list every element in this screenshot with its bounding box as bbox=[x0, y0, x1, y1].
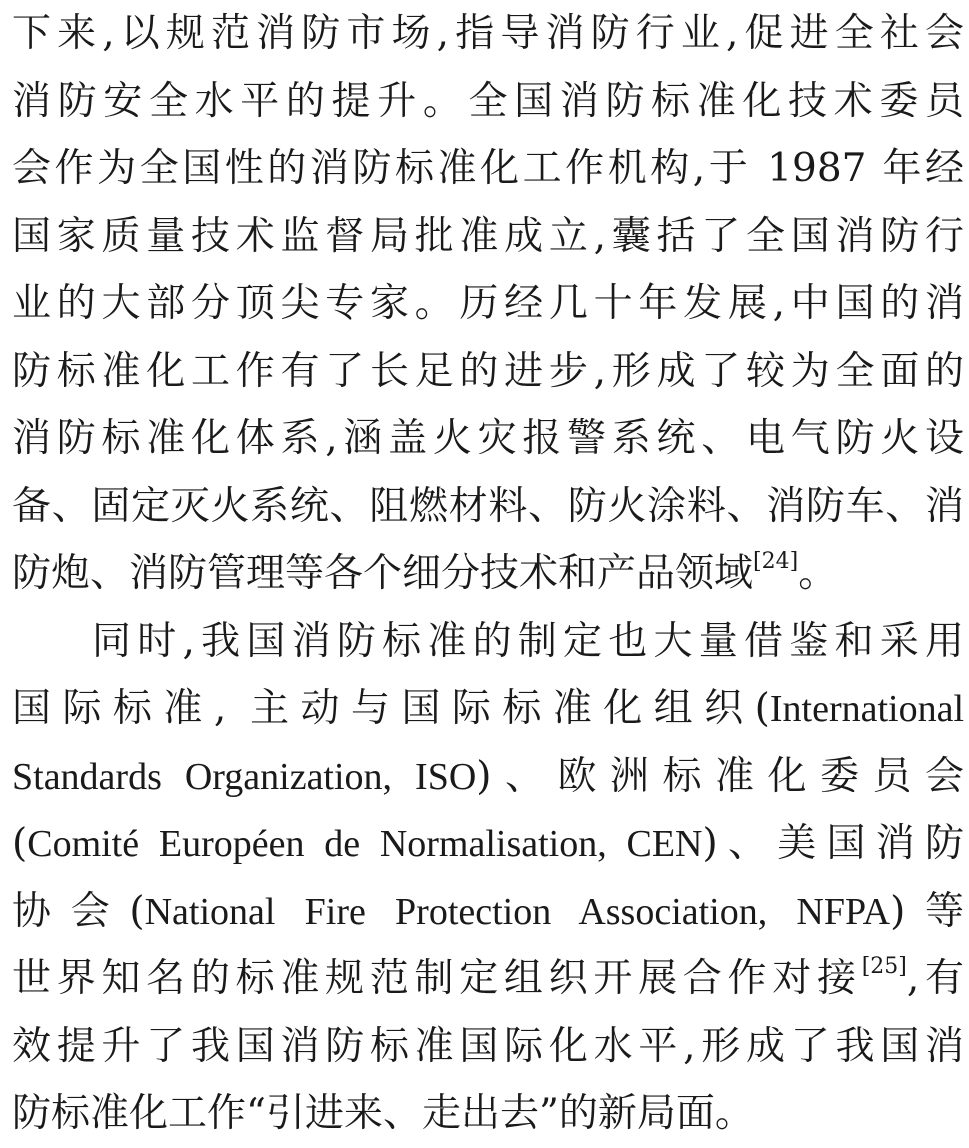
text-line bbox=[12, 675, 964, 743]
text-line: 消防标准化体系,涵盖火灾报警系统、电气防火设 bbox=[12, 416, 964, 461]
paragraph-1 bbox=[12, 0, 964, 608]
text-line bbox=[12, 945, 964, 1013]
text-line: 效提升了我国消防标准国际化水平,形成了我国消 bbox=[12, 1023, 964, 1069]
text-line bbox=[12, 743, 964, 811]
text-segment: 防炮、消防管理等各个细分技术和产品领域 bbox=[12, 551, 754, 596]
text-line: 备、固定灭火系统、阻燃材料、防火涂料、消防车、消 bbox=[12, 483, 964, 529]
text-segment: 世界知名的标准规范制定组织开展合作对接 bbox=[12, 956, 862, 1001]
text-line: 下来,以规范消防市场,指导消防行业,促进全社会 bbox=[12, 11, 964, 56]
text-segment: 国际标准, 主动与国际标准化组织( bbox=[12, 686, 770, 731]
text-segment: 协会( bbox=[12, 888, 145, 934]
text-line: 业的大部分顶尖专家。历经几十年发展,中国的消 bbox=[12, 281, 964, 326]
text-segment: 。 bbox=[798, 551, 838, 596]
body-text bbox=[12, 0, 964, 1148]
text-line: 国家质量技术监督局批准成立,囊括了全国消防行 bbox=[12, 213, 964, 259]
text-segment: ,有 bbox=[906, 956, 964, 1001]
paragraph-2 bbox=[12, 608, 964, 1148]
text-segment: ( bbox=[12, 821, 28, 866]
text-line: 消防安全水平的提升。全国消防标准化技术委员 bbox=[12, 78, 964, 124]
text-segment: Standards Organization, ISO bbox=[12, 755, 477, 798]
text-segment: International bbox=[769, 688, 964, 730]
text-line bbox=[12, 810, 964, 878]
text-segment: Comité Européen de Normalisation, CEN bbox=[27, 823, 703, 865]
citation-reference: [25] bbox=[861, 954, 907, 979]
text-segment: National Fire Protection Association, NFPA bbox=[144, 890, 891, 933]
text-line: 防标准化工作有了长足的进步,形成了较为全面的 bbox=[12, 348, 964, 394]
citation-reference: [24] bbox=[753, 549, 799, 574]
text-line: 同时,我国消防标准的制定也大量借鉴和采用 bbox=[92, 618, 964, 664]
text-line: 会作为全国性的消防标准化工作机构,于 1987 年经 bbox=[12, 146, 964, 191]
text-segment: )、美国消防 bbox=[702, 821, 964, 866]
text-line bbox=[12, 540, 964, 608]
text-line: 防标准化工作“引进来、走出去”的新局面。 bbox=[12, 1091, 754, 1136]
text-segment: )等 bbox=[890, 888, 964, 934]
text-segment: )、欧洲标准化委员会 bbox=[476, 753, 964, 799]
text-line bbox=[12, 878, 964, 946]
